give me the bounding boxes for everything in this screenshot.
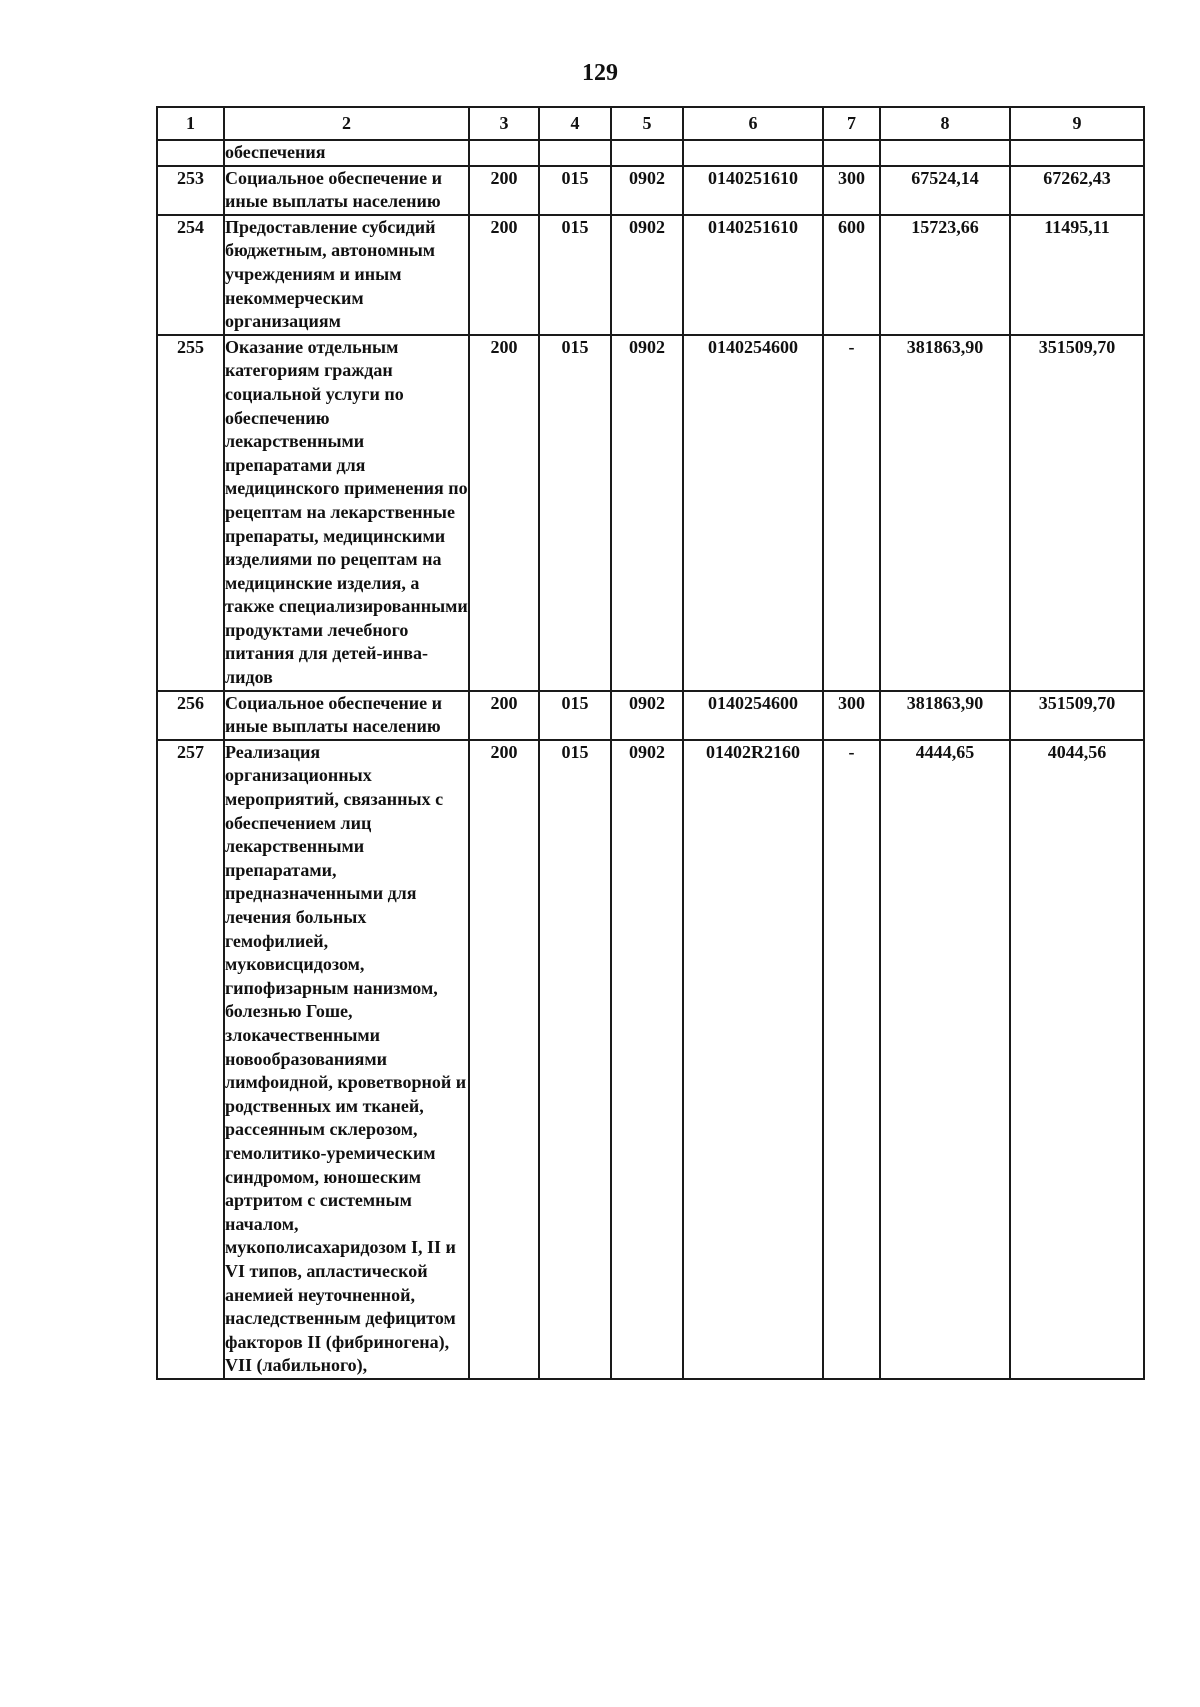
page-number: 129 [582,60,618,86]
row-name: Оказание отдельным категориям граждан социальной услуги по обеспечению лекарственными препаратами для медицинского применения по рецептам на лекарственные препараты, медицинскими изделиями по рецептам на медицинские изделия, а также специализированными продуктами лечебного питания для детей-инва-лидов [224,335,469,691]
header-row [157,107,1144,140]
col-header: 4 [539,107,611,140]
table-row [157,740,1144,1379]
cell-col8: 381863,90 [880,335,1010,691]
col-header: 1 [157,107,224,140]
cell-col9: 351509,70 [1010,691,1144,740]
col-header: 5 [611,107,683,140]
cell-col8: 15723,66 [880,215,1010,335]
row-number: 253 [157,166,224,215]
cell-col9: 351509,70 [1010,335,1144,691]
cell-col4: 015 [539,335,611,691]
cell-col7: 600 [823,215,880,335]
row-number [157,140,224,166]
row-name: Предоставление субсидий бюджетным, автономным учреждениям и иным некоммерческим организациям [224,215,469,335]
cell-col7: 300 [823,166,880,215]
row-name: Социальное обеспечение и иные выплаты населению [224,691,469,740]
row-name: Социальное обеспечение и иные выплаты населению [224,166,469,215]
cell-col7: - [823,740,880,1379]
cell-col6: 0140251610 [683,166,823,215]
continuation-row [157,140,1144,166]
cell-col4: 015 [539,740,611,1379]
cell-col3: 200 [469,691,539,740]
cell-col5: 0902 [611,335,683,691]
cell-col5: 0902 [611,215,683,335]
cell-col6: 0140251610 [683,215,823,335]
col-header: 3 [469,107,539,140]
col-header: 7 [823,107,880,140]
row-number: 255 [157,335,224,691]
cell-col9: 4044,56 [1010,740,1144,1379]
col-header: 8 [880,107,1010,140]
cell-col4: 015 [539,215,611,335]
cell-col3: 200 [469,335,539,691]
col-header: 9 [1010,107,1144,140]
cell-col5: 0902 [611,691,683,740]
cell-col4: 015 [539,166,611,215]
table-row [157,166,1144,215]
col-header: 6 [683,107,823,140]
cell-col7: 300 [823,691,880,740]
cell-col8: 4444,65 [880,740,1010,1379]
table-row [157,215,1144,335]
cell-col4: 015 [539,691,611,740]
cell-col9: 67262,43 [1010,166,1144,215]
row-number: 257 [157,740,224,1379]
cell-col8: 381863,90 [880,691,1010,740]
cell-col9: 11495,11 [1010,215,1144,335]
cell-col5: 0902 [611,166,683,215]
table-row [157,691,1144,740]
cell-col3: 200 [469,166,539,215]
row-name: Реализация организационных мероприятий, связанных с обеспечением лиц лекарственными препаратами, предназначенными для лечения больных гемофилией, муковисцидозом, гипофизарным нанизмом, болезнью Гоше, злокачественными новообразованиями лимфоидной, кроветворной и родственных им тканей, рассеянным склерозом, гемолитико-уремическим синдромом, юношеским артритом с системным началом, мукополисахаридозом I, II и VI типов, апластической анемией неуточненной, наследственным дефицитом факторов II (фибриногена), VII (лабильного), [224,740,469,1379]
table-row [157,335,1144,691]
cell-col5: 0902 [611,740,683,1379]
cell-col6: 01402R2160 [683,740,823,1379]
cell-col8: 67524,14 [880,166,1010,215]
cell-col3: 200 [469,740,539,1379]
cell-col7: - [823,335,880,691]
col-header: 2 [224,107,469,140]
cell-col6: 0140254600 [683,335,823,691]
row-name: обеспечения [224,140,469,166]
row-number: 254 [157,215,224,335]
cell-col3: 200 [469,215,539,335]
row-number: 256 [157,691,224,740]
budget-table [156,106,1145,1380]
cell-col6: 0140254600 [683,691,823,740]
